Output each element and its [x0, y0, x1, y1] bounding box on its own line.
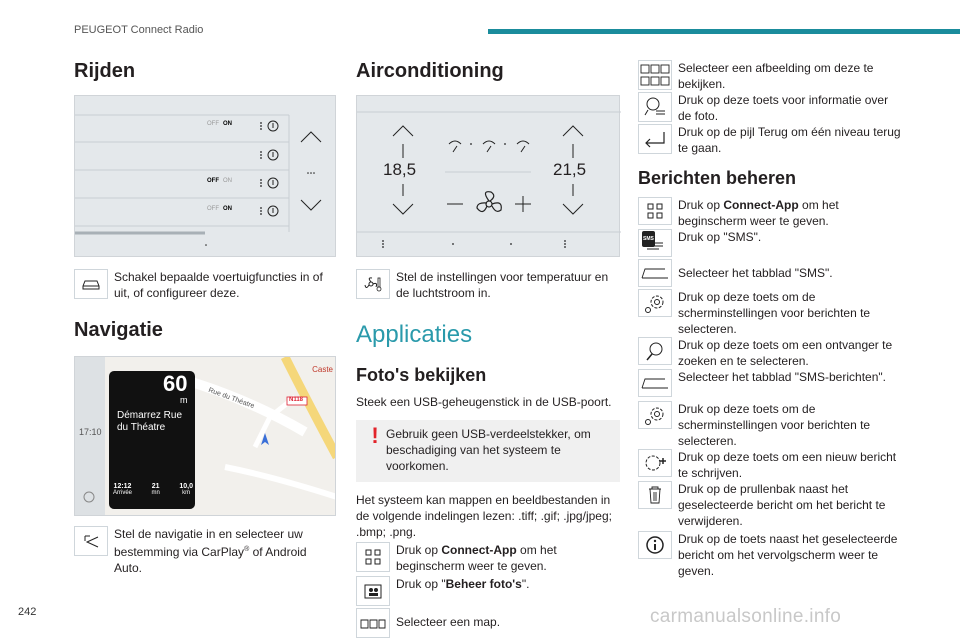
berichten-step-1-text — [678, 197, 902, 229]
berichten-step-2 — [638, 229, 902, 257]
column-middle — [356, 54, 620, 638]
warning-icon: ! — [371, 423, 379, 448]
map-clock: 17:10 — [79, 427, 102, 437]
apps-grid-icon — [356, 542, 390, 572]
toggle-1-off: OFF — [207, 121, 219, 127]
settings-gear-icon — [638, 289, 672, 317]
navigatie-caption-end: of Android Auto. — [114, 545, 307, 575]
search-icon — [638, 337, 672, 365]
sms-icon — [638, 229, 672, 257]
berichten-step-1-pre: Druk op — [678, 198, 724, 212]
fotos-step-3-text: Selecteer een map. — [396, 615, 501, 629]
berichten-step-6-text: Selecteer het tabblad "SMS-berichten". — [678, 370, 886, 384]
fotos-step-2-post: ". — [521, 577, 530, 591]
fotos-step-3 — [356, 608, 620, 638]
navigatie-caption-row — [74, 526, 336, 576]
fan-temperature-icon — [356, 269, 390, 299]
running-header: PEUGEOT Connect Radio — [74, 24, 204, 36]
airco-caption: Stel de instellingen voor temperatuur en de luchtstroom in. — [396, 270, 609, 300]
folders-icon — [356, 608, 390, 638]
fotos-step-2 — [356, 576, 620, 606]
berichten-step-7 — [638, 401, 902, 449]
column-right — [638, 60, 902, 579]
header-accent-bar — [488, 29, 960, 34]
berichten-step-4-text: Druk op deze toets om de scherminstellingen voor berichten te selecteren. — [678, 290, 871, 336]
map-corner-label: Caste — [312, 365, 333, 374]
new-message-icon — [638, 449, 672, 477]
airco-screen — [356, 95, 620, 257]
nav-eta-bar — [113, 483, 193, 496]
berichten-step-7-text: Druk op deze toets om de scherminstellingen voor berichten te selecteren. — [678, 402, 871, 448]
subsection-title-fotos: Foto's bekijken — [356, 365, 487, 385]
berichten-step-4 — [638, 289, 902, 337]
photo-manager-icon — [356, 576, 390, 606]
fotos-step-2-bold: Beheer foto's — [445, 577, 522, 591]
toggle-2-off: OFF — [207, 178, 219, 184]
fotos-step-2-pre: Druk op " — [396, 577, 446, 591]
fotos-step-1-text — [396, 542, 620, 574]
step-select-image — [638, 60, 902, 92]
berichten-step-5-text: Druk op deze toets om een ontvanger te zoeken en te selecteren. — [678, 338, 893, 368]
registered-mark: ® — [244, 546, 250, 553]
nav-distance — [163, 373, 187, 405]
page-number: 242 — [18, 606, 37, 618]
navigatie-caption-main: Stel de navigatie in en selecteer uw bestemming via CarPlay — [114, 527, 303, 559]
berichten-step-8 — [638, 449, 902, 481]
map-street-label: Rue du Théatre — [207, 386, 256, 411]
step-photo-info — [638, 92, 902, 124]
trash-icon — [638, 481, 672, 509]
berichten-step-1-bold: Connect-App — [723, 198, 799, 212]
step-select-image-text: Selecteer een afbeelding om deze te bekijken. — [678, 61, 874, 91]
nav-instruction: Démarrez Rue du Théatre — [117, 410, 183, 433]
berichten-step-6 — [638, 369, 902, 397]
berichten-step-9-text: Druk op de prullenbak naast het geselecteerde bericht om het bericht te verwijderen. — [678, 482, 886, 528]
eta-km-label: km — [182, 490, 191, 496]
berichten-step-10 — [638, 531, 902, 579]
section-title-applicaties: Applicaties — [356, 321, 473, 348]
toggle-3-off: OFF — [207, 206, 219, 212]
sms-badge: SMS — [642, 231, 655, 247]
eta-minutes-label: mn — [151, 490, 160, 496]
eta-km-value: 10,0 — [179, 483, 193, 490]
toggle-3-on: ON — [223, 206, 232, 212]
watermark: carmanualsonline.info — [650, 606, 842, 627]
fotos-intro: Steek een USB-geheugenstick in de USB-poort. — [356, 395, 612, 409]
eta-arrival — [113, 483, 132, 496]
fotos-step-1-post: om het beginscherm weer te geven. — [396, 543, 557, 573]
fotos-step-2-text — [396, 576, 529, 592]
toggle-2[interactable] — [207, 178, 232, 184]
navigation-arrow-icon — [74, 526, 108, 556]
berichten-step-9 — [638, 481, 902, 529]
berichten-step-1-post: om het beginscherm weer te geven. — [678, 198, 839, 228]
rijden-screen-graphic — [75, 96, 337, 256]
step-back-text: Druk op de pijl Terug om één niveau terug te gaan. — [678, 125, 901, 155]
apps-grid-icon — [638, 197, 672, 225]
section-title-navigatie: Navigatie — [74, 319, 163, 341]
navigatie-caption — [114, 526, 336, 576]
temperature-left[interactable]: 18,5 — [383, 160, 417, 179]
step-back — [638, 124, 902, 156]
berichten-step-8-text: Druk op deze toets om een nieuw bericht te schrijven. — [678, 450, 897, 480]
berichten-step-2-text: Druk op "SMS". — [678, 230, 762, 244]
rijden-caption: Schakel bepaalde voertuigfuncties in of uit, of configureer deze. — [114, 270, 323, 300]
berichten-step-1 — [638, 197, 902, 229]
toggle-1[interactable] — [207, 121, 232, 127]
settings-gear-icon — [638, 401, 672, 429]
fotos-step-1-bold: Connect-App — [441, 543, 517, 557]
rijden-screen — [74, 95, 336, 257]
eta-minutes-value: 21 — [151, 483, 160, 490]
toggle-3[interactable] — [207, 206, 232, 212]
fotos-step-1-pre: Druk op — [396, 543, 442, 557]
eta-arrival-label: Arrivée — [113, 490, 133, 496]
info-icon — [638, 531, 672, 559]
eta-arrival-value: 12:12 — [113, 483, 132, 490]
section-title-airco: Airconditioning — [356, 60, 504, 82]
tab-icon — [638, 259, 672, 287]
tab-icon — [638, 369, 672, 397]
berichten-step-10-text: Druk op de toets naast het geselecteerde bericht om het vervolgscherm weer te geven. — [678, 532, 898, 578]
search-info-icon — [638, 92, 672, 122]
car-icon — [74, 269, 108, 299]
fotos-step-1 — [356, 542, 620, 574]
eta-minutes — [152, 483, 160, 496]
map-road-label: N118 — [289, 397, 304, 403]
subsection-title-berichten: Berichten beheren — [638, 168, 797, 188]
nav-distance-value: 60 — [163, 371, 188, 396]
back-arrow-icon — [638, 124, 672, 154]
eta-km — [179, 483, 193, 496]
usb-warning-note — [356, 420, 620, 482]
nav-distance-unit: m — [179, 395, 188, 405]
navigation-screen — [74, 356, 336, 516]
berichten-step-5 — [638, 337, 902, 369]
temperature-right[interactable]: 21,5 — [553, 160, 587, 179]
berichten-step-3-text: Selecteer het tabblad "SMS". — [678, 266, 833, 280]
image-grid-icon — [638, 60, 672, 90]
toggle-2-on: ON — [223, 178, 232, 184]
fotos-formats: Het systeem kan mappen en beeldbestanden in de volgende indelingen lezen: .tiff; .gif; .jpg/jpeg; .bmp; .png. — [356, 493, 612, 539]
column-left — [74, 54, 336, 576]
airco-caption-row — [356, 269, 620, 301]
section-title-rijden: Rijden — [74, 60, 136, 82]
toggle-1-on: ON — [223, 121, 232, 127]
step-photo-info-text: Druk op deze toets voor informatie over de foto. — [678, 93, 889, 123]
rijden-caption-row — [74, 269, 336, 301]
usb-warning-text: Gebruik geen USB-verdeelstekker, om beschadiging van het systeem te voorkomen. — [386, 427, 591, 473]
berichten-step-3 — [638, 259, 902, 287]
